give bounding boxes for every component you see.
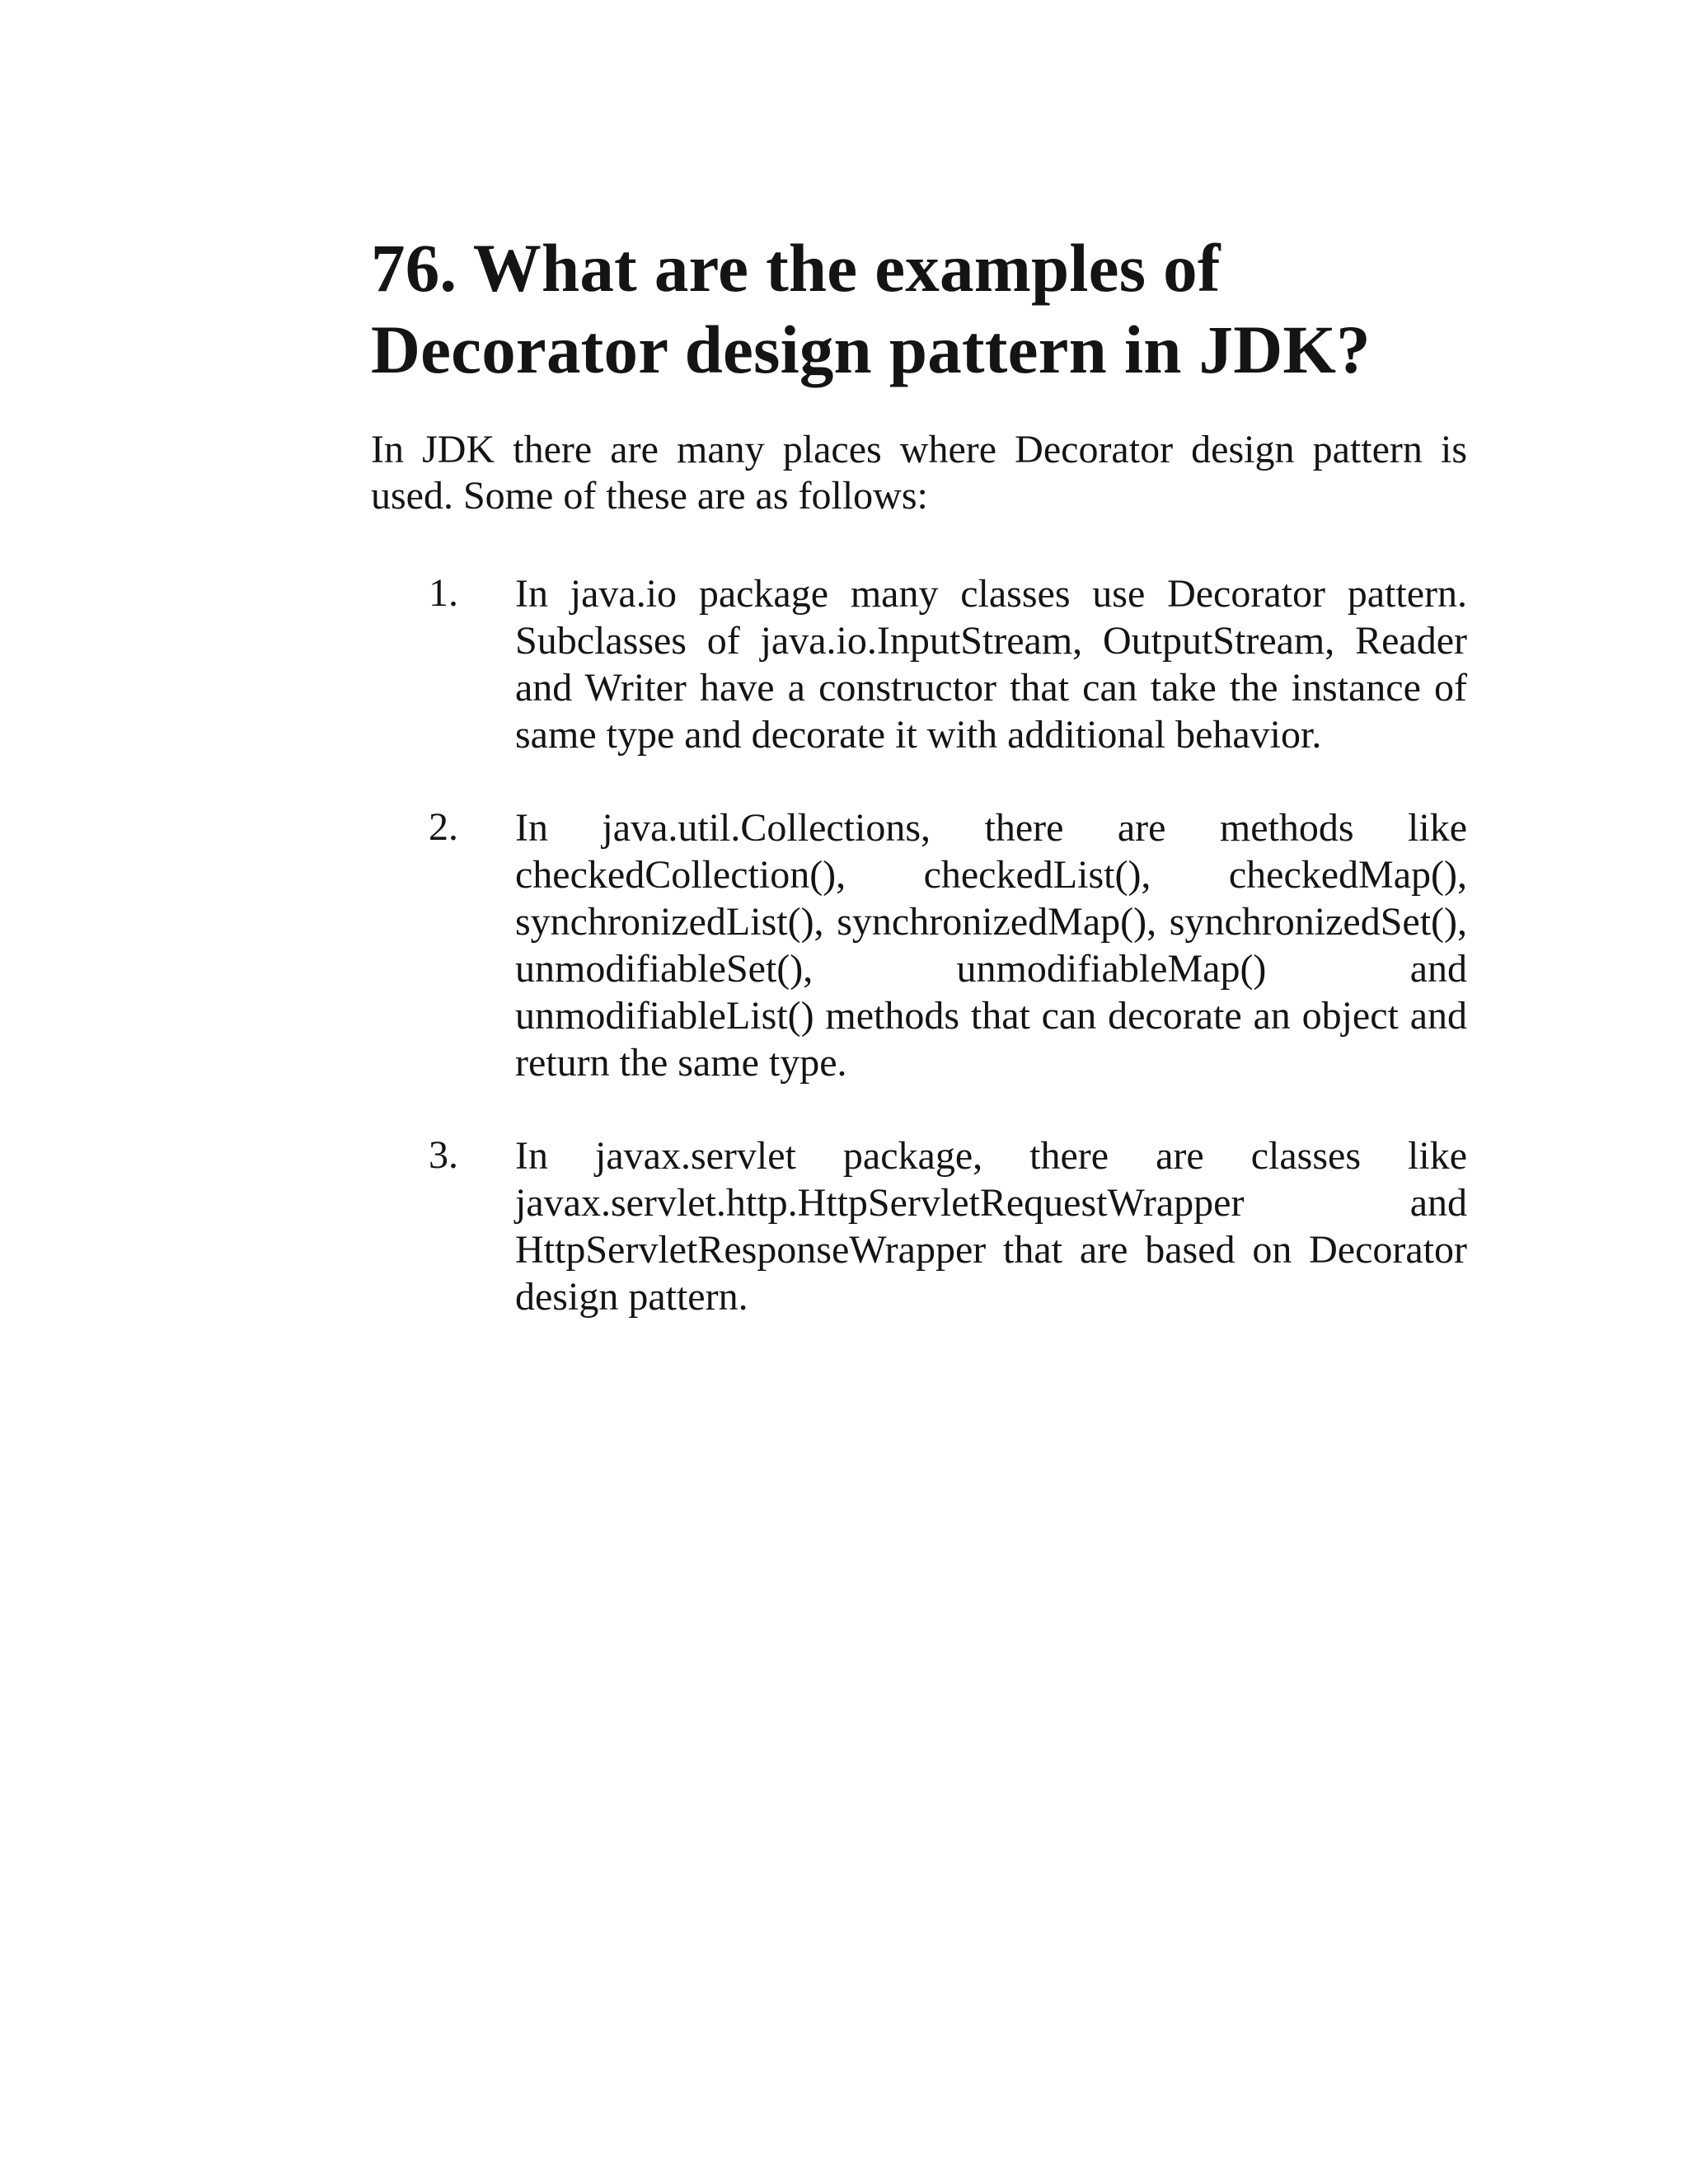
list-item-number: 2.: [429, 805, 458, 849]
examples-list: [371, 570, 1467, 1320]
page-content: [371, 227, 1467, 1366]
list-item: [371, 570, 1467, 758]
list-item-text: In java.util.Collections, there are methods like checkedCollection(), checkedList(), checkedMap(), synchronizedList(), synchronizedMap(), synchronizedSet(), unmodifiableSet(), unmodifiableMap() and unmodifiableList() methods that can decorate an object and return the same type.: [515, 806, 1467, 1085]
question-title: 76. What are the examples of Decorator design pattern in JDK?: [371, 230, 1371, 387]
list-item: [371, 1132, 1467, 1320]
intro-paragraph: In JDK there are many places where Decorator design pattern is used. Some of these are as follows:: [371, 428, 1467, 518]
list-item-text: In javax.servlet package, there are classes like javax.servlet.http.HttpServletRequestWrapper and HttpServletResponseWrapper that are based on Decorator design pattern.: [515, 1134, 1467, 1319]
list-item: [371, 804, 1467, 1086]
list-item-number: 1.: [429, 571, 458, 615]
list-item-number: 3.: [429, 1133, 458, 1177]
list-item-text: In java.io package many classes use Decorator pattern. Subclasses of java.io.InputStream, OutputStream, Reader and Writer have a constructor that can take the instance of same type and decorate it with additional behavior.: [515, 572, 1467, 757]
